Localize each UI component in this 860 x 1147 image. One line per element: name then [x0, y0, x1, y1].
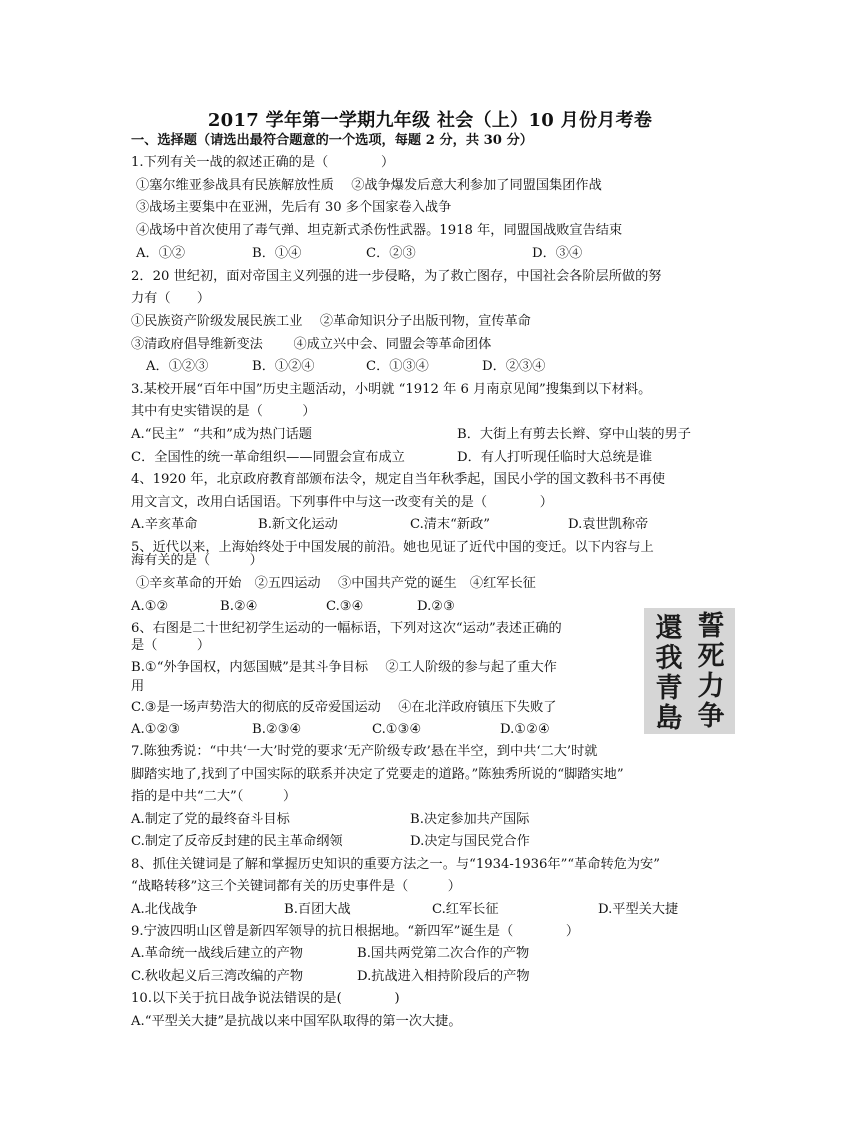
q6-answer-d: D.①②④ [500, 722, 550, 737]
slogan-char: 我 [655, 643, 683, 674]
q1-statement-line: ③战场主要集中在亚洲，先后有 30 多个国家卷入战争 [136, 200, 452, 215]
q2-option-c: C．①③④ [366, 359, 429, 374]
q8-option-a: A.北伐战争 [131, 902, 198, 917]
q1-option-c: C．②③ [366, 246, 416, 261]
q4-option-d: D.袁世凯称帝 [568, 517, 649, 532]
q2-option-a: A．①②③ [146, 359, 209, 374]
q8-stem: 8、抓住关键词是了解和掌握历史知识的重要方法之一。与“1934-1936年”“革命转危为安” [131, 857, 660, 872]
q6-answer-c: C.①③④ [372, 722, 422, 737]
q2-option-b: B．①②④ [252, 359, 315, 374]
q5-option-c: C.③④ [326, 599, 364, 614]
q4-stem: 4、1920 年，北京政府教育部颁布法令，规定自当年秋季起，国民小学的国文教科书不再使 [131, 472, 666, 487]
q2-stem: 力有（ ） [131, 291, 211, 306]
q6-answer-b: B.②③④ [252, 722, 302, 737]
q6-answer-a: A.①②③ [131, 722, 181, 737]
q9-stem: 9.宁波四明山区曾是新四军领导的抗日根据地。“新四军”诞生是（ ） [131, 924, 580, 939]
q7-option-d: D.决定与国民党合作 [410, 834, 530, 849]
slogan-char: 死 [697, 641, 725, 672]
q7-option-b: B.决定参加共产国际 [410, 812, 530, 827]
slogan-char: 青 [655, 673, 683, 704]
q9-option-b: B.国共两党第二次合作的产物 [357, 946, 530, 961]
slogan-column-left [649, 614, 689, 734]
q3-stem: 其中有史实错误的是（ ） [131, 404, 316, 419]
q8-option-b: B.百团大战 [284, 902, 351, 917]
q7-stem: 脚踏实地了,找到了中国实际的联系并决定了党要走的道路。”陈独秀所说的“脚踏实地” [131, 767, 624, 782]
q9-option-a: A.革命统一战线后建立的产物 [131, 946, 303, 961]
q3-option-a: A.“民主” “共和”成为热门话题 [131, 427, 312, 442]
q6-option-b-cont: 用 [131, 679, 145, 694]
slogan-column-right [691, 612, 731, 732]
q7-option-c: C.制定了反帝反封建的民主革命纲领 [131, 834, 343, 849]
q4-option-b: B.新文化运动 [258, 517, 338, 532]
slogan-char: 力 [697, 671, 725, 702]
exam-title: 2017 学年第一学期九年级 社会（上）10 月份月考卷 [207, 110, 653, 131]
q6-option-b: B.①“外争国权，内惩国贼”是其斗争目标 ②工人阶级的参与起了重大作 [131, 660, 557, 675]
q5-option-b: B.②④ [220, 599, 258, 614]
q2-statement-line: ③清政府倡导维新变法 ④成立兴中会、同盟会等革命团体 [131, 337, 492, 352]
q1-option-a: A．①② [136, 246, 186, 261]
slogan-char: 争 [697, 701, 725, 732]
q5-option-d: D.②③ [417, 599, 455, 614]
slogan-photo [644, 608, 735, 734]
q5-option-a: A.①② [131, 599, 169, 614]
q9-option-c: C.秋收起义后三湾改编的产物 [131, 969, 304, 984]
q6-stem: 是（ ） [131, 638, 211, 653]
q8-option-d: D.平型关大捷 [598, 902, 679, 917]
q7-stem: 指的是中共“二大”（ ） [131, 789, 297, 804]
q4-option-c: C.清末“新政” [410, 517, 491, 532]
q5-stem: 海有关的是（ ） [131, 553, 263, 568]
q5-statement-line: ①辛亥革命的开始 ②五四运动 ③中国共产党的诞生 ④红军长征 [136, 576, 536, 591]
q4-stem: 用文言文，改用白话国语。下列事件中与这一改变有关的是（ ） [131, 495, 553, 510]
q10-stem: 10.以下关于抗日战争说法错误的是( ) [131, 991, 400, 1006]
q2-stem: 2．20 世纪初，面对帝国主义列强的进一步侵略，为了救亡图存，中国社会各阶层所做的努 [131, 269, 662, 284]
slogan-char: 島 [655, 703, 683, 734]
q9-option-d: D.抗战进入相持阶段后的产物 [357, 969, 530, 984]
q3-stem: 3.某校开展“百年中国”历史主题活动，小明就 “1912 年 6 月南京见闻”搜集到以下材料。 [131, 382, 652, 397]
q5-stem: 5、近代以来，上海始终处于中国发展的前沿。她也见证了近代中国的变迁。以下内容与上 [131, 540, 654, 555]
section-heading-choice: 一、选择题（请选出最符合题意的一个选项，每题 2 分，共 30 分） [131, 133, 533, 148]
q1-option-d: D．③④ [532, 246, 583, 261]
slogan-char: 還 [655, 613, 683, 644]
q2-option-d: D．②③④ [482, 359, 546, 374]
q3-option-c: C．全国性的统一革命组织——同盟会宣布成立 [131, 450, 405, 465]
q3-option-d: D．有人打听现任临时大总统是谁 [457, 450, 653, 465]
q1-statement-line: ④战场中首次使用了毒气弹、坦克新式杀伤性武器。1918 年，同盟国战败宣告结束 [136, 223, 623, 238]
q7-option-a: A.制定了党的最终奋斗目标 [131, 812, 290, 827]
q7-stem: 7.陈独秀说：“中共‘一大’时党的要求‘无产阶级专政’悬在半空，到中共‘二大’时就 [131, 744, 598, 759]
q10-option-a: A.“平型关大捷”是抗战以来中国军队取得的第一次大捷。 [131, 1014, 462, 1029]
q4-option-a: A.辛亥革命 [131, 517, 198, 532]
slogan-char: 誓 [697, 611, 725, 642]
q6-option-c: C.③是一场声势浩大的彻底的反帝爱国运动 ④在北洋政府镇压下失败了 [131, 700, 557, 715]
q1-stem: 1.下列有关一战的叙述正确的是（ ） [131, 155, 395, 170]
q6-stem: 6、右图是二十世纪初学生运动的一幅标语，下列对这次“运动”表述正确的 [131, 621, 562, 636]
q3-option-b: B．大街上有剪去长辫、穿中山装的男子 [457, 427, 691, 442]
q1-option-b: B．①④ [252, 246, 302, 261]
q8-option-c: C.红军长征 [432, 902, 499, 917]
q8-stem: “战略转移”这三个关键词都有关的历史事件是（ ） [131, 879, 461, 894]
q1-statement-line: ①塞尔维亚参战具有民族解放性质 ②战争爆发后意大利参加了同盟国集团作战 [136, 178, 602, 193]
q2-statement-line: ①民族资产阶级发展民族工业 ②革命知识分子出版刊物，宣传革命 [131, 314, 531, 329]
